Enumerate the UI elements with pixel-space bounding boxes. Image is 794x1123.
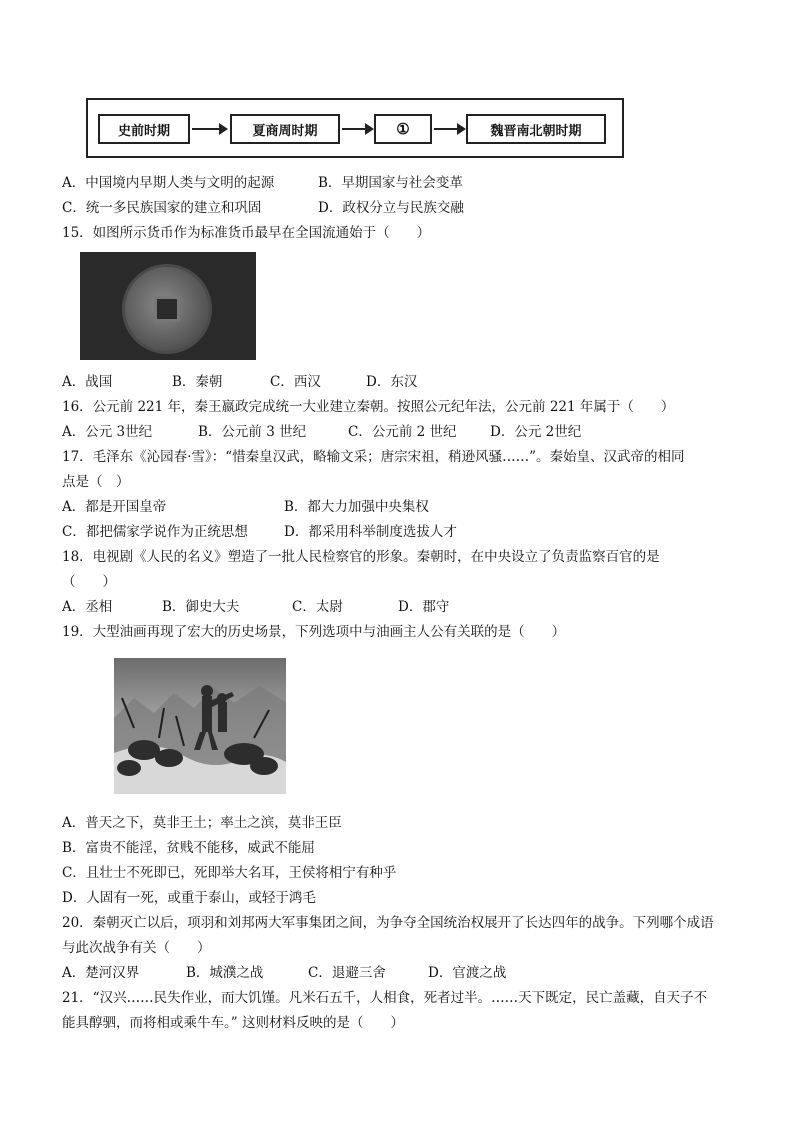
timeline-flowchart <box>86 98 624 158</box>
square-hole <box>154 296 180 322</box>
q18-stem-line2: （ ） <box>62 574 116 590</box>
flowchart-arrow <box>434 128 464 130</box>
flowchart-box-prehistoric: 史前时期 <box>98 114 190 144</box>
q17-stem-line2: 点是（ ） <box>62 474 130 490</box>
q16-option-a: A．公元 3世纪 <box>62 424 153 440</box>
q17-option-c: C．都把儒家学说作为正统思想 <box>62 524 248 540</box>
q20-option-d: D．官渡之战 <box>428 965 507 981</box>
q14-option-b: B．早期国家与社会变革 <box>318 175 463 191</box>
q20-option-b: B．城濮之战 <box>186 965 264 981</box>
q14-option-c: C．统一多民族国家的建立和巩固 <box>62 200 262 216</box>
q16-option-b: B．公元前 3 世纪 <box>198 424 307 440</box>
q21-stem-line2: 能具醇驷，而将相或乘牛车。” 这则材料反映的是（ ） <box>62 1015 404 1031</box>
q16-stem: 16．公元前 221 年，秦王嬴政完成统一大业建立秦朝。按照公元纪年法，公元前 221 年属于（ ） <box>62 399 675 415</box>
q18-option-a: A．丞相 <box>62 599 113 615</box>
flowchart-box-blank: ① <box>374 114 432 144</box>
q19-option-c: C．且壮士不死即已，死即举大名耳，王侯将相宁有种乎 <box>62 865 397 881</box>
coin-image <box>80 252 256 360</box>
q17-option-a: A．都是开国皇帝 <box>62 499 167 515</box>
flowchart-box-xia-shang-zhou: 夏商周时期 <box>230 114 340 144</box>
q18-option-b: B．御史大夫 <box>162 599 240 615</box>
q19-option-b: B．富贵不能淫，贫贱不能移，威武不能屈 <box>62 840 315 856</box>
q17-option-d: D．都采用科举制度选拔人才 <box>284 524 457 540</box>
q19-option-a: A．普天之下，莫非王土；率土之滨，莫非王臣 <box>62 815 342 831</box>
q19-stem: 19．大型油画再现了宏大的历史场景，下列选项中与油画主人公有关联的是（ ） <box>62 624 566 640</box>
q15-option-d: D．东汉 <box>366 374 418 390</box>
q15-stem: 15．如图所示货币作为标准货币最早在全国流通始于（ ） <box>62 225 431 241</box>
q16-option-d: D．公元 2世纪 <box>490 424 582 440</box>
q17-option-b: B．都大力加强中央集权 <box>284 499 429 515</box>
q18-option-d: D．郡守 <box>398 599 450 615</box>
q17-stem-line1: 17．毛泽东《沁园春·雪》：“惜秦皇汉武，略输文采；唐宗宋祖，稍逊风骚……”。秦始皇、汉武帝的相同 <box>62 449 685 465</box>
flowchart-arrow <box>192 128 226 130</box>
flowchart-arrow <box>342 128 372 130</box>
q20-stem-line1: 20．秦朝灭亡以后，项羽和刘邦两大军事集团之间，为争夺全国统治权展开了长达四年的战争。下列哪个成语 <box>62 915 714 931</box>
q21-stem-line1: 21．“汉兴……民失作业，而大饥馑。凡米石五千，人相食，死者过半。……天下既定，民亡盖藏，自天子不 <box>62 990 708 1006</box>
q14-option-a: A．中国境内早期人类与文明的起源 <box>62 175 275 191</box>
q15-option-a: A．战国 <box>62 374 113 390</box>
q15-option-c: C．西汉 <box>270 374 321 390</box>
ban-liang-coin-icon <box>122 264 212 354</box>
q18-stem-line1: 18．电视剧《人民的名义》塑造了一批人民检察官的形象。秦朝时，在中央设立了负责监察百官的是 <box>62 549 660 565</box>
q15-option-b: B．秦朝 <box>172 374 223 390</box>
q14-option-d: D．政权分立与民族交融 <box>318 200 464 216</box>
q20-stem-line2: 与此次战争有关（ ） <box>62 940 211 956</box>
oil-painting-image <box>114 658 286 794</box>
flowchart-box-wei-jin: 魏晋南北朝时期 <box>466 114 606 144</box>
q16-option-c: C．公元前 2 世纪 <box>348 424 457 440</box>
q20-option-c: C．退避三舍 <box>308 965 386 981</box>
q19-option-d: D．人固有一死，或重于泰山，或轻于鸿毛 <box>62 890 316 906</box>
q18-option-c: C．太尉 <box>292 599 343 615</box>
uprising-scene-icon <box>114 658 286 794</box>
q20-option-a: A．楚河汉界 <box>62 965 140 981</box>
